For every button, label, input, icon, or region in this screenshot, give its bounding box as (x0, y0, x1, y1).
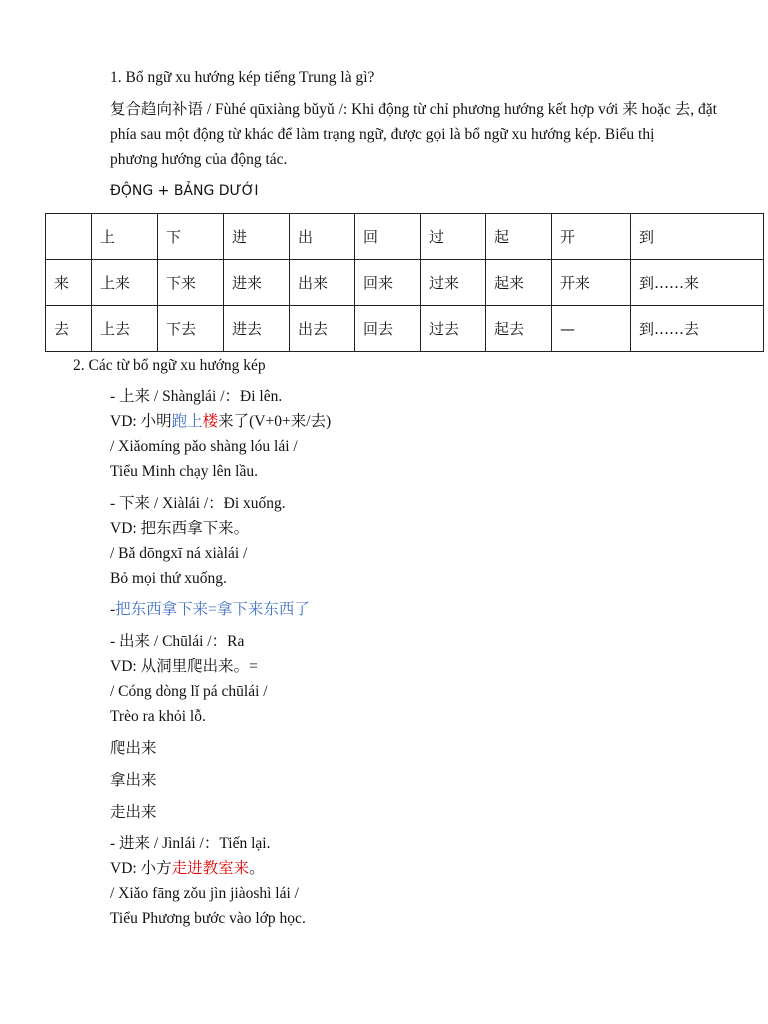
shanglai-pinyin: / Xiǎomíng pǎo shàng lóu lái / (110, 438, 298, 455)
xialai-pinyin: / Bǎ dōngxī ná xiàlái / (110, 545, 248, 562)
shanglai-meaning: Tiểu Minh chạy lên lầu. (110, 463, 258, 480)
table-cell: 过来 (421, 260, 486, 306)
table-cell: 到……来 (631, 260, 764, 306)
table-cell: 开 (552, 214, 631, 260)
table-cell: 下 (158, 214, 224, 260)
shanglai-example (110, 412, 331, 432)
section2-heading: 2. Các từ bổ ngữ xu hướng kép (73, 357, 266, 374)
shanglai-example-blue: 跑上 (171, 413, 203, 430)
xialai-example: VD: 把东西拿下来。 (110, 520, 250, 537)
table-cell: 来 (46, 260, 92, 306)
short-line-2: 拿出来 (110, 772, 157, 789)
section1-heading: 1. Bổ ngữ xu hướng kép tiếng Trung là gì? (110, 69, 375, 86)
jinlai-example (110, 859, 265, 879)
jinlai-example-suffix: 。 (249, 860, 265, 877)
shanglai-example-suffix: 来了(V+0+来/去) (218, 413, 332, 430)
jinlai-pinyin: / Xiǎo fāng zǒu jìn jiàoshì lái / (110, 885, 299, 902)
equation-line (110, 600, 310, 620)
table-cell: 上 (92, 214, 158, 260)
table-cell: 进来 (224, 260, 290, 306)
table-cell: 回 (355, 214, 421, 260)
jinlai-meaning: Tiểu Phương bước vào lớp học. (110, 910, 306, 927)
definition-line-3: phương hướng của động tác. (110, 151, 288, 168)
table-cell: 进 (224, 214, 290, 260)
table-row (46, 306, 764, 352)
equation-dash: - (110, 601, 116, 618)
table-cell: 去 (46, 306, 92, 352)
table-cell: 出去 (290, 306, 355, 352)
table-row (46, 260, 764, 306)
table-cell: 下来 (158, 260, 224, 306)
xialai-meaning: Bỏ mọi thứ xuống. (110, 570, 227, 587)
shanglai-example-red: 楼 (202, 413, 219, 430)
table-cell: 起去 (486, 306, 552, 352)
chulai-meaning: Trèo ra khỏi lỗ. (110, 708, 206, 725)
table-cell: 起来 (486, 260, 552, 306)
chulai-pinyin: / Cóng dòng lǐ pá chūlái / (110, 683, 268, 700)
table-cell: 过去 (421, 306, 486, 352)
table-cell: 回来 (355, 260, 421, 306)
short-line-3: 走出来 (110, 804, 157, 821)
table-cell: 到 (631, 214, 764, 260)
table-caption: ĐỘNG + BẢNG DƯỚI (110, 183, 259, 199)
definition-line-2: phía sau một động từ khác để làm trạng ngữ, được gọi là bổ ngữ xu hướng kép. Biểu thị (110, 126, 655, 143)
table-cell: 到……去 (631, 306, 764, 352)
chulai-term: - 出来 / Chūlái /：Ra (110, 633, 245, 650)
jinlai-term: - 进来 / Jìnlái /：Tiến lại. (110, 835, 271, 852)
table-cell: 过 (421, 214, 486, 260)
complement-table (45, 213, 764, 352)
table-header-row (46, 214, 764, 260)
table-cell (46, 214, 92, 260)
shanglai-term: - 上来 / Shànglái /：Đi lên. (110, 388, 283, 405)
table-cell: 下去 (158, 306, 224, 352)
table-cell: 出 (290, 214, 355, 260)
table-cell: 上来 (92, 260, 158, 306)
table-cell: 起 (486, 214, 552, 260)
table-cell: 上去 (92, 306, 158, 352)
table-cell: 回去 (355, 306, 421, 352)
short-line-1: 爬出来 (110, 740, 157, 757)
table-cell: 出来 (290, 260, 355, 306)
jinlai-example-prefix: VD: 小方 (110, 860, 172, 877)
equation-text: 把东西拿下来=拿下来东西了 (115, 601, 310, 618)
jinlai-example-red: 走进教室来 (171, 860, 250, 877)
chulai-example: VD: 从洞里爬出来。= (110, 658, 258, 675)
table-cell: 开来 (552, 260, 631, 306)
shanglai-example-prefix: VD: 小明 (110, 413, 172, 430)
table-cell: 进去 (224, 306, 290, 352)
definition-line-1: 复合趋向补语 / Fùhé qūxiàng bǔyǔ /: Khi động từ chỉ phương hướng kết hợp với 来 hoặc 去, đặt (110, 101, 717, 118)
xialai-term: - 下来 / Xiàlái /：Đi xuống. (110, 495, 286, 512)
table-cell: — (552, 306, 631, 352)
